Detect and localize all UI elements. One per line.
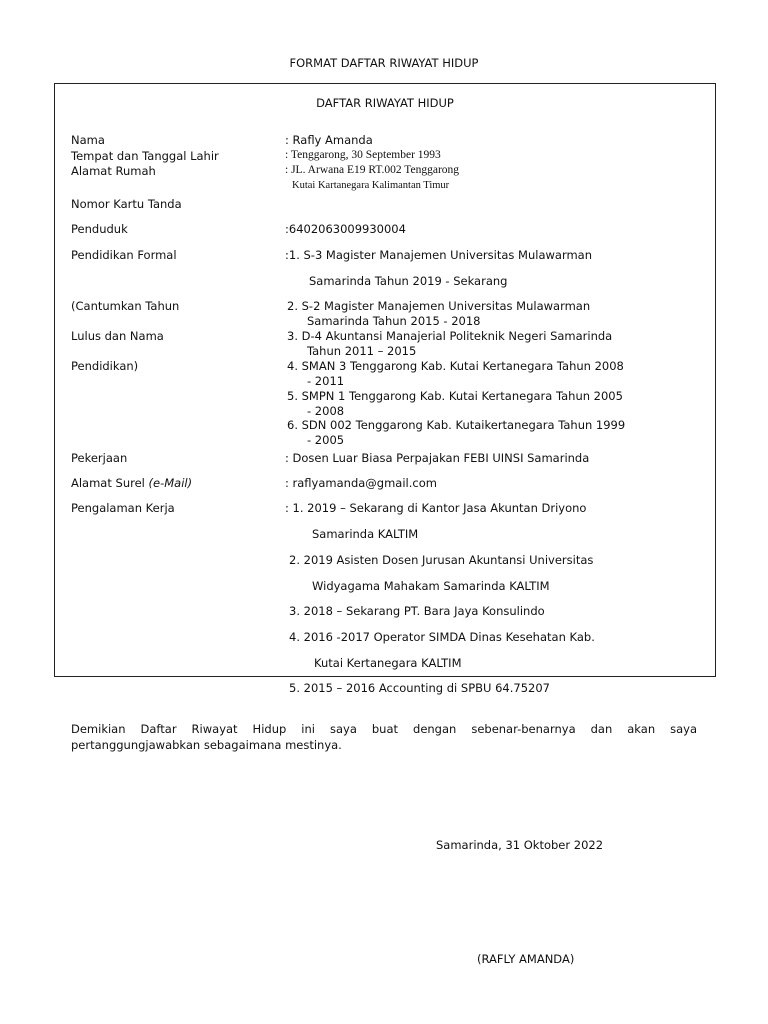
value-alamat-2: Kutai Kartanegara Kalimantan Timur	[292, 180, 450, 191]
form-title-wrap	[54, 96, 716, 110]
label-nama: Nama	[71, 133, 105, 147]
value-alamat-1: : JL. Arwana E19 RT.002 Tenggarong	[285, 164, 460, 176]
form-title: DAFTAR RIWAYAT HIDUP	[316, 96, 454, 110]
pengalaman-line: Samarinda KALTIM	[312, 527, 419, 541]
pengalaman-line: 3. 2018 – Sekarang PT. Bara Jaya Konsulindo	[289, 604, 545, 618]
value-email: : raflyamanda@gmail.com	[285, 476, 437, 490]
note-pendidikan-1: (Cantumkan Tahun	[71, 299, 180, 313]
label-email-prefix: Alamat Surel	[71, 476, 149, 490]
value-nama: : Rafly Amanda	[285, 133, 373, 147]
pendidikan-line: 5. SMPN 1 Tenggarong Kab. Kutai Kertanegara Tahun 2005	[287, 389, 623, 403]
label-pendidikan: Pendidikan Formal	[71, 248, 177, 262]
label-email-italic: (e-Mail)	[148, 476, 193, 490]
pendidikan-line: :1. S-3 Magister Manajemen Universitas Mulawarman	[285, 248, 593, 262]
label-ttl: Tempat dan Tanggal Lahir	[71, 149, 219, 163]
note-pendidikan-2: Lulus dan Nama	[71, 329, 164, 343]
label-pekerjaan: Pekerjaan	[71, 451, 128, 465]
signature-name: (RAFLY AMANDA)	[477, 952, 575, 966]
pendidikan-line: 2. S-2 Magister Manajemen Universitas Mulawarman	[287, 299, 591, 313]
closing-line-2: pertanggungjawabkan sebagaimana mestinya.	[71, 738, 342, 752]
label-email	[71, 476, 192, 490]
closing-line-1: Demikian Daftar Riwayat Hidup ini saya buat dengan sebenar-benarnya dan akan saya	[71, 722, 697, 736]
pendidikan-line: - 2011	[307, 374, 345, 388]
document-title-wrap	[0, 56, 768, 70]
pendidikan-line: - 2008	[307, 404, 345, 418]
document-title: FORMAT DAFTAR RIWAYAT HIDUP	[289, 56, 479, 70]
pengalaman-line: 4. 2016 -2017 Operator SIMDA Dinas Kesehatan Kab.	[289, 630, 595, 644]
pendidikan-line: 4. SMAN 3 Tenggarong Kab. Kutai Kertanegara Tahun 2008	[287, 359, 624, 373]
pengalaman-line: 2. 2019 Asisten Dosen Jurusan Akuntansi Universitas	[289, 553, 594, 567]
label-ktp-1: Nomor Kartu Tanda	[71, 197, 182, 211]
pendidikan-line: 3. D-4 Akuntansi Manajerial Politeknik Negeri Samarinda	[287, 329, 613, 343]
pendidikan-line: Tahun 2011 – 2015	[307, 344, 417, 358]
pengalaman-line: : 1. 2019 – Sekarang di Kantor Jasa Akuntan Driyono	[285, 501, 587, 515]
label-alamat: Alamat Rumah	[71, 164, 156, 178]
value-pekerjaan: : Dosen Luar Biasa Perpajakan FEBI UINSI Samarinda	[285, 451, 590, 465]
pengalaman-line: 5. 2015 – 2016 Accounting di SPBU 64.75207	[289, 681, 550, 695]
pendidikan-line: 6. SDN 002 Tenggarong Kab. Kutaikertanegara Tahun 1999	[287, 418, 626, 432]
pendidikan-line: Samarinda Tahun 2015 - 2018	[307, 314, 481, 328]
value-ktp: :6402063009930004	[285, 222, 406, 236]
value-ttl: : Tenggarong, 30 September 1993	[285, 149, 441, 161]
note-pendidikan-3: Pendidikan)	[71, 359, 139, 373]
place-date: Samarinda, 31 Oktober 2022	[436, 838, 604, 852]
pengalaman-line: Kutai Kertanegara KALTIM	[314, 656, 462, 670]
pengalaman-line: Widyagama Mahakam Samarinda KALTIM	[312, 579, 550, 593]
pendidikan-line: Samarinda Tahun 2019 - Sekarang	[309, 274, 508, 288]
pendidikan-line: - 2005	[307, 433, 345, 447]
label-pengalaman: Pengalaman Kerja	[71, 501, 175, 515]
closing-paragraph	[71, 721, 697, 753]
label-ktp-2: Penduduk	[71, 222, 128, 236]
